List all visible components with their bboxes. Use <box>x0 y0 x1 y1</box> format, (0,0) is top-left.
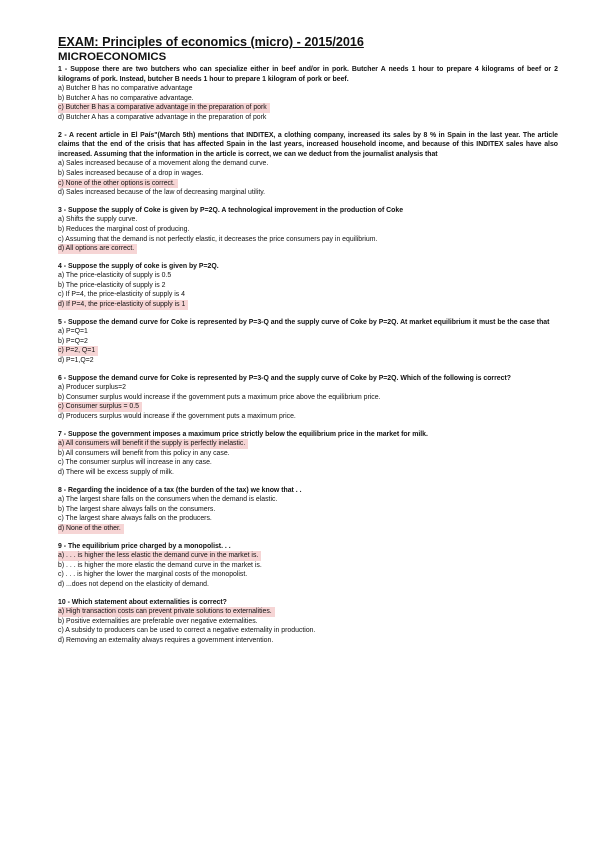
answer-option-text: a) Sales increased because of a movement along the demand curve. <box>58 160 269 168</box>
answer-option <box>58 169 558 179</box>
answer-option <box>58 327 558 337</box>
answer-option <box>58 626 558 636</box>
answer-option-text: d) There will be excess supply of milk. <box>58 468 174 476</box>
answer-option <box>58 393 558 403</box>
question-text: 10 - Which statement about externalities is correct? <box>58 598 227 606</box>
question-3 <box>58 206 558 254</box>
answer-option <box>58 271 558 281</box>
answer-option-text: d) If P=4, the price-elasticity of supply is 1 <box>58 300 188 310</box>
question-text: 2 - A recent article in El País"(March 5th) mentions that INDITEX, a clothing company, increased its sales by 8 % in Spain in the last year. The article claims that the end of the crisis that has affected Spain in the last years, increased household income, and because of this INDITEX sales have also increased. Assuming that the information in the article is correct, we can we deduct from the journalist analysis that <box>58 131 558 158</box>
answer-option <box>58 458 558 468</box>
answer-option-text: d) None of the other. <box>58 524 124 534</box>
answer-option-text: b) P=Q=2 <box>58 337 88 345</box>
answer-option-text: a) Butcher B has no comparative advantage <box>58 85 193 93</box>
answer-option-text: d) Butcher A has a comparative advantage in the preparation of pork <box>58 113 267 121</box>
question-7 <box>58 430 558 478</box>
answer-option <box>58 337 558 347</box>
answer-option-text: b) The price-elasticity of supply is 2 <box>58 281 166 289</box>
answer-option <box>58 505 558 515</box>
answer-option-text: b) Sales increased because of a drop in wages. <box>58 169 204 177</box>
question-1 <box>58 65 558 123</box>
answer-option <box>58 617 558 627</box>
answer-option <box>58 495 558 505</box>
section-title: MICROECONOMICS <box>58 51 167 63</box>
answer-option-correct <box>58 244 558 254</box>
answer-option-text: c) Assuming that the demand is not perfectly elastic, it decreases the price consumers pay in equilibrium. <box>58 235 378 243</box>
answer-option-text: c) If P=4, the price-elasticity of supply is 4 <box>58 291 185 299</box>
answer-option <box>58 580 558 590</box>
question-9 <box>58 542 558 590</box>
answer-option <box>58 636 558 646</box>
answer-option-text: a) The price-elasticity of supply is 0.5 <box>58 272 172 280</box>
question-text: 8 - Regarding the incidence of a tax (the burden of the tax) we know that . . <box>58 486 302 494</box>
answer-option <box>58 449 558 459</box>
answer-option-correct <box>58 179 558 189</box>
answer-option-text: a) . . . is higher the less elastic the demand curve in the market is. <box>58 551 261 561</box>
question-4 <box>58 262 558 310</box>
question-text: 1 - Suppose there are two butchers who can specialize either in beef and/or in pork. Butcher A needs 1 hour to prepare 4 kilograms of beef or 2 kilograms of pork. Instead, butcher B needs 1 hour to prepare 1 kilogram of pork or beef. <box>58 66 558 83</box>
answer-option-text: a) The largest share falls on the consumers when the demand is elastic. <box>58 496 278 504</box>
answer-option-text: d) All options are correct. <box>58 244 137 254</box>
answer-option <box>58 412 558 422</box>
question-text: 5 - Suppose the demand curve for Coke is represented by P=3-Q and the supply curve of Coke by P=2Q. At market equilibrium it must be the case that <box>58 318 550 326</box>
answer-option-correct <box>58 103 558 113</box>
answer-option-text: b) Butcher A has no comparative advantage. <box>58 94 194 102</box>
answer-option-correct <box>58 439 558 449</box>
question-10 <box>58 598 558 646</box>
answer-option-correct <box>58 346 558 356</box>
answer-option-text: a) All consumers will benefit if the supply is perfectly inelastic. <box>58 439 248 449</box>
question-6 <box>58 374 558 422</box>
question-text: 3 - Suppose the supply of Coke is given by P=2Q. A technological improvement in the production of Coke <box>58 206 404 214</box>
answer-option-text: c) . . . is higher the lower the marginal costs of the monopolist. <box>58 571 248 579</box>
answer-option-correct <box>58 300 558 310</box>
question-list <box>58 65 558 645</box>
answer-option-text: d) Removing an externality always requires a government intervention. <box>58 636 274 644</box>
question-2 <box>58 131 558 198</box>
answer-option-text: b) Reduces the marginal cost of producing. <box>58 225 190 233</box>
answer-option-text: c) Consumer surplus = 0.5 <box>58 402 142 412</box>
question-text: 6 - Suppose the demand curve for Coke is represented by P=3-Q and the supply curve of Coke by P=2Q. Which of the following is correct? <box>58 374 511 382</box>
answer-option-text: a) P=Q=1 <box>58 328 88 336</box>
question-text: 9 - The equilibrium price charged by a monopolist. . . <box>58 542 231 550</box>
answer-option <box>58 113 558 123</box>
question-5 <box>58 318 558 366</box>
answer-option <box>58 281 558 291</box>
answer-option <box>58 570 558 580</box>
answer-option-text: b) Consumer surplus would increase if the government puts a maximum price above the equilibrium price. <box>58 393 381 401</box>
answer-option <box>58 84 558 94</box>
page-title: EXAM: Principles of economics (micro) - 2015/2016 <box>58 35 364 49</box>
answer-option <box>58 356 558 366</box>
answer-option-text: a) Shifts the supply curve. <box>58 216 138 224</box>
answer-option-text: c) None of the other options is correct. <box>58 179 178 189</box>
answer-option-text: d) P=1,Q=2 <box>58 357 94 365</box>
answer-option-text: c) Butcher B has a comparative advantage in the preparation of pork <box>58 103 270 113</box>
answer-option-text: c) The consumer surplus will increase in any case. <box>58 459 212 467</box>
answer-option-text: c) The largest share always falls on the producers. <box>58 515 212 523</box>
answer-option-correct <box>58 524 558 534</box>
answer-option <box>58 468 558 478</box>
answer-option-text: b) . . . is higher the more elastic the demand curve in the market is. <box>58 561 262 569</box>
answer-option-text: a) High transaction costs can prevent private solutions to externalities. <box>58 607 275 617</box>
answer-option-text: b) All consumers will benefit from this policy in any case. <box>58 449 230 457</box>
question-8 <box>58 486 558 534</box>
answer-option <box>58 159 558 169</box>
answer-option <box>58 94 558 104</box>
answer-option-text: a) Producer surplus=2 <box>58 384 126 392</box>
answer-option <box>58 215 558 225</box>
answer-option <box>58 561 558 571</box>
answer-option-correct <box>58 607 558 617</box>
answer-option <box>58 225 558 235</box>
answer-option-text: b) Positive externalities are preferable over negative externalities. <box>58 617 258 625</box>
answer-option-text: c) A subsidy to producers can be used to correct a negative externality in production. <box>58 627 316 635</box>
answer-option-text: d) Sales increased because of the law of decreasing marginal utility. <box>58 189 266 197</box>
answer-option-text: d) ...does not depend on the elasticity of demand. <box>58 580 209 588</box>
answer-option-text: c) P=2, Q=1 <box>58 346 98 356</box>
answer-option-correct <box>58 402 558 412</box>
question-text: 7 - Suppose the government imposes a maximum price strictly below the equilibrium price in the market for milk. <box>58 430 428 438</box>
answer-option <box>58 514 558 524</box>
answer-option <box>58 383 558 393</box>
answer-option <box>58 235 558 245</box>
answer-option-text: b) The largest share always falls on the consumers. <box>58 505 216 513</box>
answer-option-text: d) Producers surplus would increase if the government puts a maximum price. <box>58 413 296 420</box>
question-text: 4 - Suppose the supply of coke is given by P=2Q. <box>58 262 219 270</box>
answer-option <box>58 188 558 198</box>
answer-option-correct <box>58 551 558 561</box>
answer-option <box>58 290 558 300</box>
document-body <box>58 34 558 653</box>
